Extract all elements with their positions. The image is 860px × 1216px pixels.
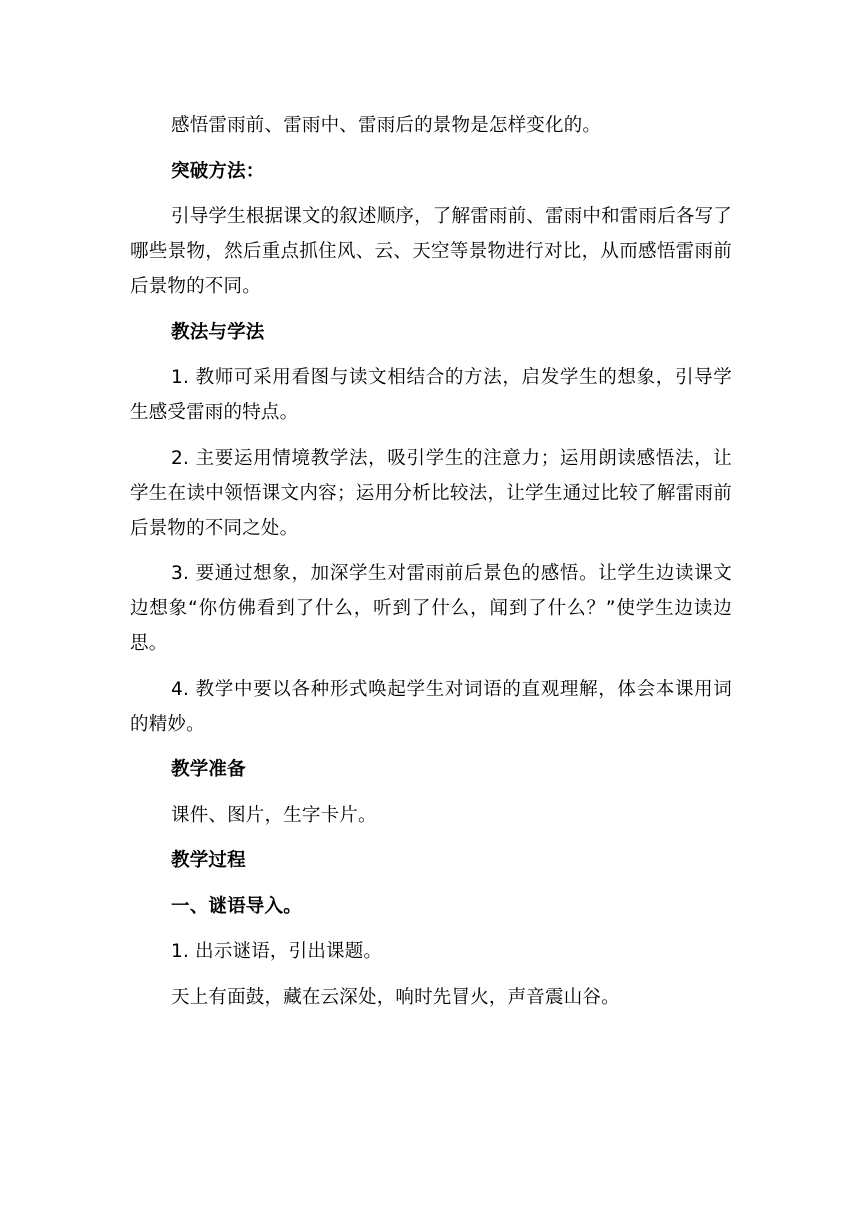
paragraph-riddle-text: 天上有面鼓，藏在云深处，响时先冒火，声音震山谷。 — [171, 986, 620, 1008]
paragraph-materials: 课件、图片，生字卡片。 — [171, 804, 377, 826]
list-item-method-4: 4. 教学中要以各种形式唤起学生对词语的直观理解，体会本课用词的精妙。 — [130, 678, 732, 735]
list-item-method-1: 1. 教师可采用看图与读文相结合的方法，启发学生的想象，引导学生感受雷雨的特点。 — [130, 367, 732, 423]
heading-riddle-intro: 一、谜语导入。 — [171, 895, 302, 917]
heading-teaching-methods: 教法与学法 — [171, 321, 265, 343]
list-item-method-3: 3. 要通过想象，加深学生对雷雨前后景色的感悟。让学生边读课文边想象“你仿佛看到了什么，听到了什么，闻到了什么？”使学生边读边思。 — [130, 563, 732, 654]
heading-teaching-preparation: 教学准备 — [171, 759, 246, 780]
document-page — [130, 108, 732, 1025]
heading-teaching-process: 教学过程 — [171, 850, 246, 871]
heading-breakthrough-method: 突破方法： — [171, 160, 265, 182]
list-item-method-2: 2. 主要运用情境教学法，吸引学生的注意力；运用朗读感悟法，让学生在读中领悟课文内容；运用分析比较法，让学生通过比较了解雷雨前后景物的不同之处。 — [130, 447, 732, 539]
paragraph-guide-students: 引导学生根据课文的叙述顺序，了解雷雨前、雷雨中和雷雨后各写了哪些景物，然后重点抓住风、云、天空等景物进行对比，从而感悟雷雨前后景物的不同。 — [130, 206, 733, 297]
list-item-show-riddle: 1. 出示谜语，引出课题。 — [171, 941, 383, 962]
paragraph-scene-change: 感悟雷雨前、雷雨中、雷雨后的景物是怎样变化的。 — [171, 115, 602, 136]
